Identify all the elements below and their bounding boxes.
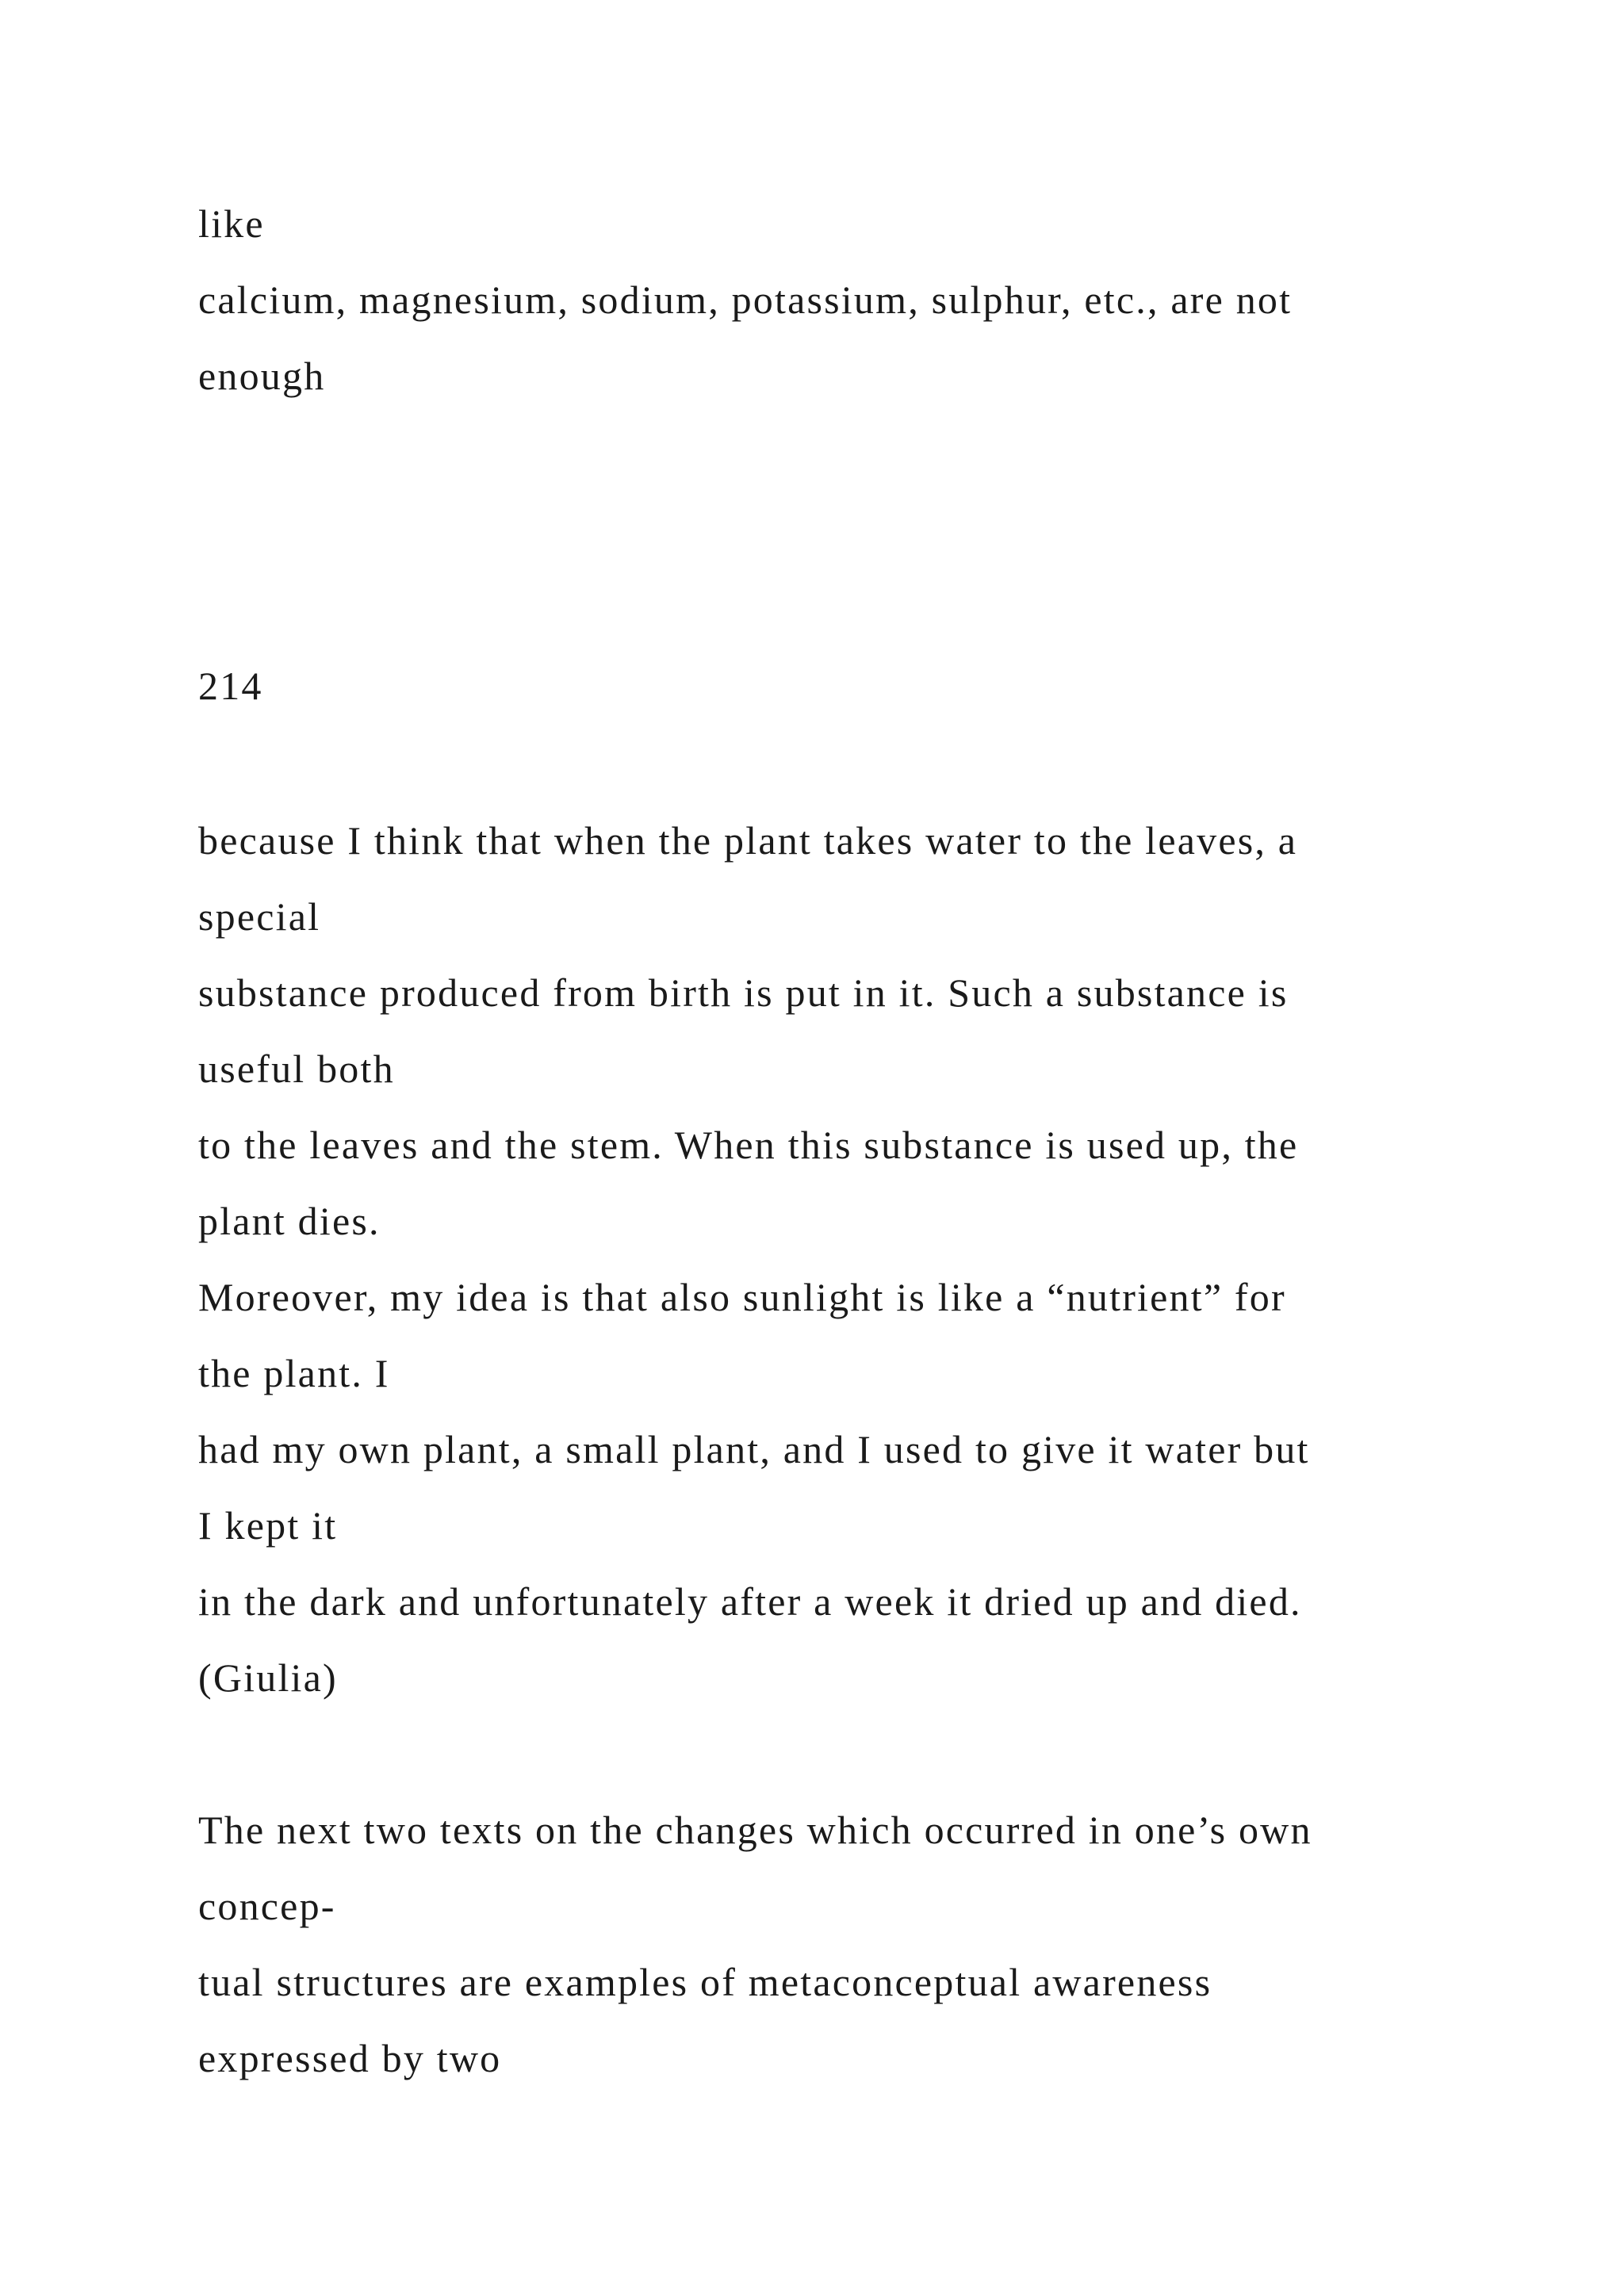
text-line: useful both xyxy=(198,1047,395,1091)
text-line: calcium, magnesium, sodium, potassium, sulphur, etc., are not xyxy=(198,277,1293,322)
text-line: to the leaves and the stem. When this substance is used up, the xyxy=(198,1123,1299,1167)
page-number: 214 xyxy=(198,664,263,708)
text-line: like xyxy=(198,201,265,246)
text-line: substance produced from birth is put in it. Such a substance is xyxy=(198,970,1289,1015)
text-line: (Giulia) xyxy=(198,1655,338,1700)
text-line: concep- xyxy=(198,1884,336,1928)
text-line: special xyxy=(198,894,321,939)
text-line: expressed by two xyxy=(198,2036,502,2080)
text-line: The next two texts on the changes which occurred in one’s own xyxy=(198,1808,1312,1852)
text-line: because I think that when the plant takes water to the leaves, a xyxy=(198,818,1298,863)
text-line: in the dark and unfortunately after a week it dried up and died. xyxy=(198,1579,1302,1624)
text-line: the plant. I xyxy=(198,1351,390,1395)
text-line: had my own plant, a small plant, and I used to give it water but xyxy=(198,1427,1310,1471)
text-line: I kept it xyxy=(198,1503,338,1548)
text-line: enough xyxy=(198,354,326,398)
text-line: Moreover, my idea is that also sunlight is like a “nutrient” for xyxy=(198,1275,1286,1319)
text-line: tual structures are examples of metaconceptual awareness xyxy=(198,1960,1212,2004)
text-line: plant dies. xyxy=(198,1199,381,1243)
